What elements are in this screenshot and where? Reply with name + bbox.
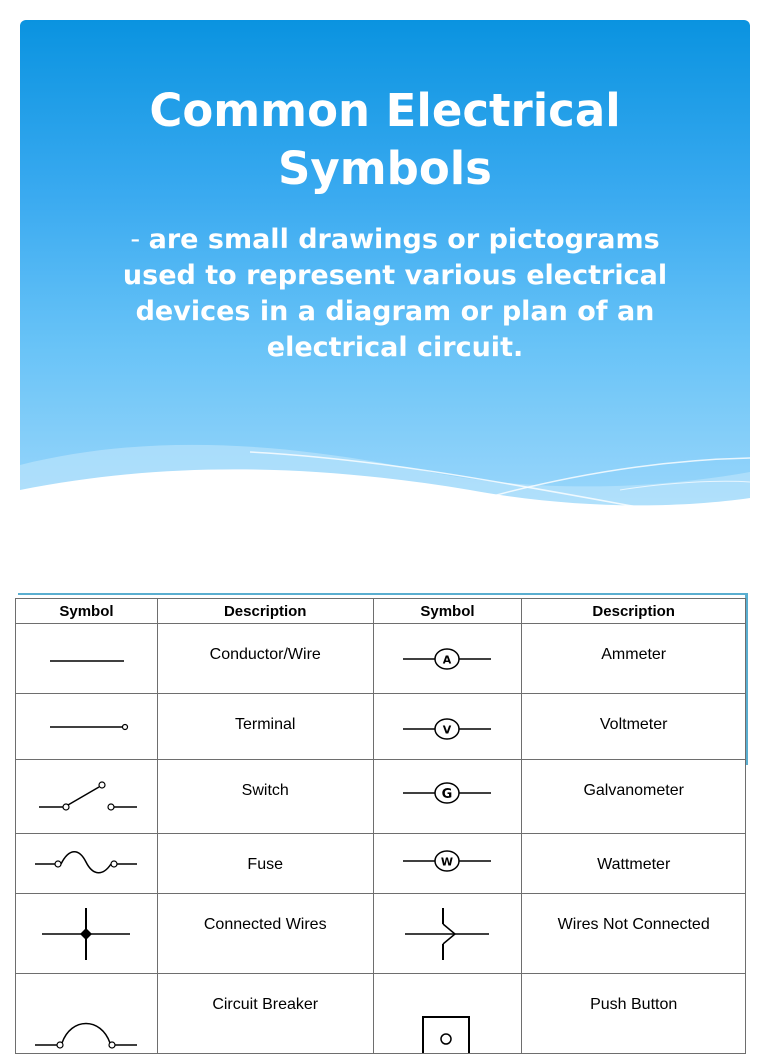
circuit-breaker-icon [31, 1013, 141, 1053]
header-symbol: Symbol [373, 599, 522, 624]
slide-title-line2: Symbols [278, 142, 492, 195]
description-cell: Voltmeter [522, 694, 746, 760]
table-row [16, 760, 746, 834]
symbol-cell [16, 834, 158, 894]
slide-subtitle [100, 222, 690, 366]
table-row [16, 694, 746, 760]
symbol-cell [16, 624, 158, 694]
title-banner [20, 20, 750, 520]
symbol-cell [16, 694, 158, 760]
wires-not-connected-icon [397, 904, 497, 964]
table-row [16, 974, 746, 1054]
description-cell: Connected Wires [157, 894, 373, 974]
table-top-rule [18, 593, 748, 595]
symbol-cell [16, 894, 158, 974]
symbol-cell [373, 624, 522, 694]
description-cell: Wires Not Connected [522, 894, 746, 974]
ammeter-icon [397, 644, 497, 674]
symbol-cell [373, 694, 522, 760]
header-description: Description [522, 599, 746, 624]
description-cell: Push Button [522, 974, 746, 1054]
description-cell: Switch [157, 760, 373, 834]
fuse-icon [31, 844, 141, 884]
push-button-icon [397, 1013, 497, 1053]
symbol-cell [16, 760, 158, 834]
table-header-row [16, 599, 746, 624]
subtitle-text: are small drawings or pictograms used to represent various electrical devices in a diagram or plan of an electrical circuit. [122, 224, 668, 363]
conductor-wire-icon [36, 649, 136, 669]
description-cell: Ammeter [522, 624, 746, 694]
galvanometer-letter: G [442, 786, 453, 802]
connected-wires-icon [36, 904, 136, 964]
galvanometer-icon [397, 782, 497, 812]
symbol-cell [373, 760, 522, 834]
voltmeter-letter: V [443, 723, 452, 736]
description-cell: Conductor/Wire [157, 624, 373, 694]
ammeter-letter: A [443, 653, 452, 666]
wattmeter-letter: W [441, 855, 454, 868]
header-description: Description [157, 599, 373, 624]
symbols-table [15, 598, 746, 1054]
wattmeter-icon [397, 849, 497, 879]
slide-title [20, 82, 750, 198]
table-row [16, 624, 746, 694]
description-cell: Galvanometer [522, 760, 746, 834]
description-cell: Wattmeter [522, 834, 746, 894]
description-cell: Fuse [157, 834, 373, 894]
table-row [16, 894, 746, 974]
symbol-cell [373, 974, 522, 1054]
header-symbol: Symbol [16, 599, 158, 624]
subtitle-dash: - [130, 224, 149, 255]
terminal-icon [36, 717, 136, 737]
description-cell: Terminal [157, 694, 373, 760]
switch-icon [31, 777, 141, 817]
symbol-cell [373, 834, 522, 894]
table-row [16, 834, 746, 894]
description-cell: Circuit Breaker [157, 974, 373, 1054]
voltmeter-icon [397, 712, 497, 742]
symbol-cell [373, 894, 522, 974]
symbol-cell [16, 974, 158, 1054]
slide-title-line1: Common Electrical [149, 84, 621, 137]
